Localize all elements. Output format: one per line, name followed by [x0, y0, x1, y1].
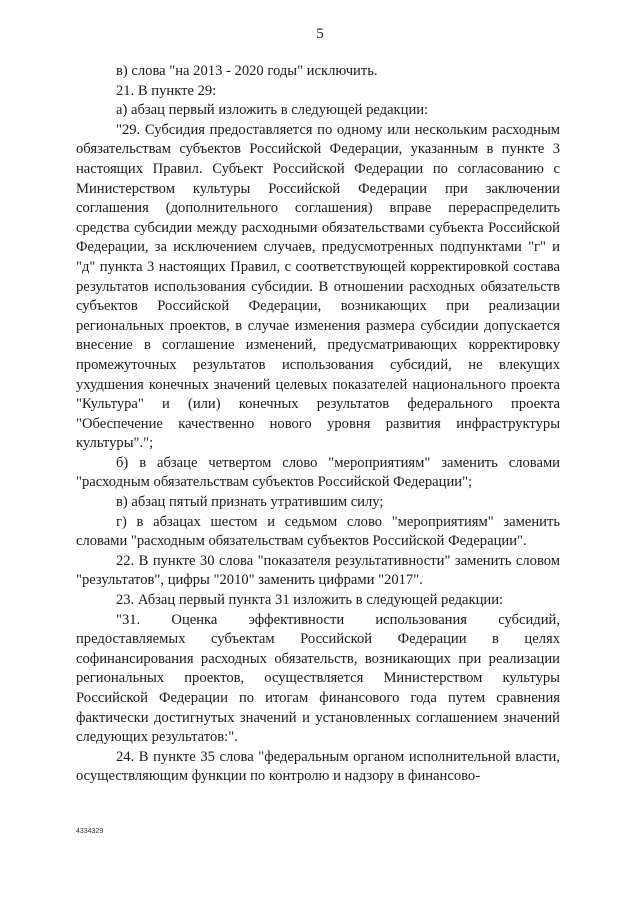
paragraph-point-22: 22. В пункте 30 слова "показателя результативности" заменить словом "результатов", цифры "2010" заменить цифрами "2017". — [76, 552, 560, 589]
paragraph-point-23: 23. Абзац первый пункта 31 изложить в следующей редакции: — [116, 592, 504, 609]
document-code: 4334329 — [76, 828, 104, 835]
paragraph-item-b: б) в абзаце четвертом слово "мероприятиям" заменить словами "расходным обязательствам субъектов Российской Федерации"; — [76, 454, 560, 491]
document-body — [76, 62, 560, 787]
paragraph-point-21: 21. В пункте 29: — [116, 82, 217, 99]
paragraph-point-31-text: "31. Оценка эффективности использования субсидий, предоставляемых субъектам Российской Федерации в целях софинансирования расходных обязательств, возникающих при реализации региональных проектов, осуществляется Министерством культуры Российской Федерации по итогам финансового года путем сравнения фактически достигнутых значений и установленных соглашением значений следующих результатов:". — [76, 611, 560, 746]
paragraph-point-24: 24. В пункте 35 слова "федеральным органом исполнительной власти, осуществляющим функции по контролю и надзору в финансово- — [76, 748, 560, 785]
paragraph-point-29-text: "29. Субсидия предоставляется по одному или нескольким расходным обязательствам субъектов Российской Федерации, указанным в пункте 3 настоящих Правил. Субъект Российской Федерации по согласованию с Министерством культуры Российской Федерации при заключении соглашения (дополнительного соглашения) вправе перераспределить средства субсидии между расходными обязательствами субъекта Российской Федерации, за исключением случаев, предусмотренных подпунктами "г" и "д" пункта 3 настоящих Правил, с соответствующей корректировкой состава результатов использования субсидии. В отношении расходных обязательств субъектов Российской Федерации, возникающих при реализации региональных проектов, в случае изменения размера субсидии допускается внесение в соглашение изменений, предусматривающих корректировку промежуточных результатов использования субсидий, не влекущих ухудшения конечных значений целевых показателей национального проекта "Культура" и (или) конечных результатов федерального проекта "Обеспечение качественно нового уровня развития инфраструктуры культуры"."; — [76, 121, 560, 452]
paragraph-item-v: в) абзац пятый признать утратившим силу; — [116, 494, 384, 511]
paragraph-item-v-delete-years: в) слова "на 2013 - 2020 годы" исключить. — [116, 63, 378, 79]
page-number: 5 — [316, 26, 324, 42]
paragraph-item-g: г) в абзацах шестом и седьмом слово "мероприятиям" заменить словами "расходным обязательствам субъектов Российской Федерации". — [76, 513, 560, 550]
paragraph-item-a: а) абзац первый изложить в следующей редакции: — [116, 102, 429, 119]
